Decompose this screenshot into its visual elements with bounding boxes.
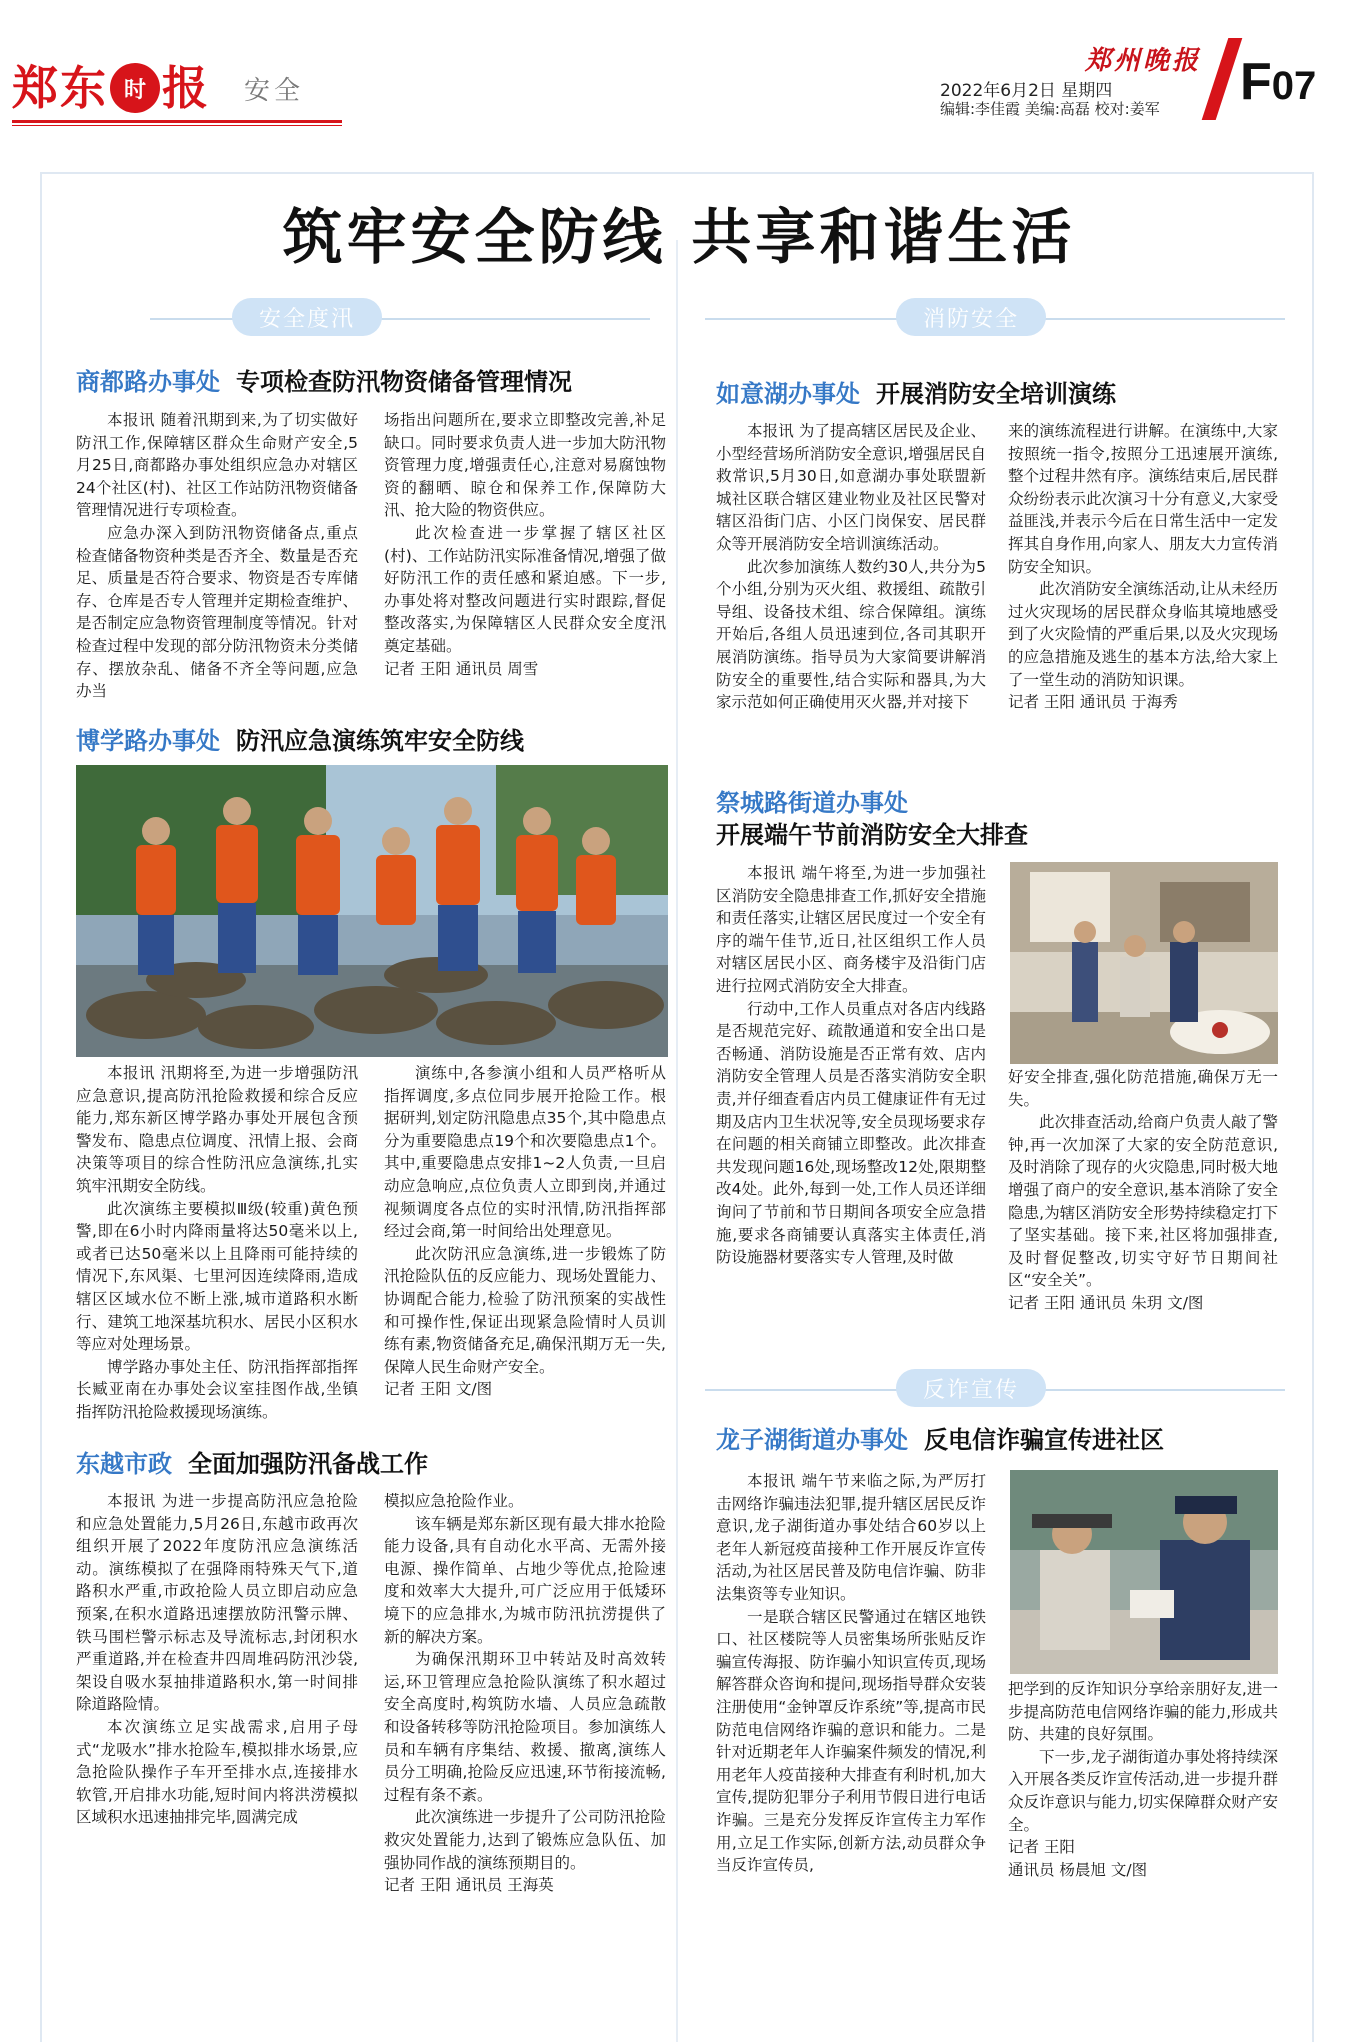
- page-number: [1240, 52, 1316, 112]
- paragraph: 行动中,工作人员重点对各店内线路是否规范完好、疏散通道和安全出口是否畅通、消防设施是否正常有效、店内消防安全管理人员是否落实消防安全职责,并仔细查看店内员工健康证件有无过期及店内卫生状况等,安全员现场要求存在问题的相关商铺立即整改。此次排查共发现问题16处,现场整改12处,限期整改4处。此外,每到一处,工作人员还详细询问了节前和节日期间各项安全应急措施,要求各商铺要认真落实主体责任,消防设施器材要落实专人管理,及时做: [716, 999, 986, 1267]
- paragraph: 本报讯 端午将至,为进一步加强社区消防安全隐患排查工作,抓好安全措施和责任落实,让辖区居民度过一个安全有序的端午佳节,近日,社区组织工作人员对辖区居民小区、商务楼宇及沿街门店进行拉网式消防安全大排查。: [716, 864, 986, 995]
- flood-drill-photo: [76, 765, 668, 1057]
- article-body-ruyihu-col1: [716, 420, 986, 714]
- issue-date: 2022年6月2日 星期四: [940, 81, 1113, 101]
- frame-top-border: [40, 172, 1314, 174]
- byline: 记者 王阳 文/图: [384, 1380, 493, 1399]
- paragraph: 本次演练立足实战需求,启用子母式“龙吸水”排水抢险车,模拟排水场景,应急抢险队操作子车开至排水点,连接排水软管,开启排水功能,短时间内将洪涝模拟区域积水迅速抽排完毕,圆满完成: [76, 1717, 358, 1827]
- page-digits: 07: [1271, 64, 1317, 108]
- paragraph: 把学到的反诈知识分享给亲朋好友,进一步提高防范电信网络诈骗的能力,形成共防、共建的良好氛围。: [1008, 1680, 1278, 1744]
- article-body-ruyihu-col2: [1008, 420, 1278, 714]
- article-heading-boxuelu: [76, 725, 524, 757]
- article-title: 反电信诈骗宣传进社区: [924, 1426, 1164, 1454]
- article-org: 东越市政: [76, 1450, 172, 1478]
- byline: 记者 王阳: [1008, 1838, 1075, 1857]
- paragraph: 此次排查活动,给商户负责人敲了警钟,再一次加深了大家的安全防范意识,及时消除了现存的火灾隐患,同时极大地增强了商户的安全意识,基本消除了安全隐患,为辖区消防安全形势持续稳定打下了坚实基础。接下来,社区将加强排查,及时督促整改,切实守好节日期间社区“安全关”。: [1008, 1113, 1278, 1290]
- anti-fraud-photo: [1010, 1470, 1278, 1674]
- byline: 记者 王阳 通讯员 王海英: [384, 1876, 554, 1895]
- flood-drill-photo-image: [76, 765, 668, 1057]
- article-heading-shangdu: [76, 366, 572, 398]
- anti-fraud-photo-image: [1010, 1470, 1278, 1674]
- article-title: 防汛应急演练筑牢安全防线: [236, 727, 524, 755]
- article-body-shangdu-col2: [384, 409, 666, 680]
- paragraph: 场指出问题所在,要求立即整改完善,补足缺口。同时要求负责人进一步加大防汛物资管理力度,增强责任心,注意对易腐蚀物资的翻晒、晾仓和保养工作,保障防大汛、抢大险的物资供应。: [384, 411, 666, 520]
- paragraph: 此次防汛应急演练,进一步锻炼了防汛抢险队伍的反应能力、现场处置能力、协调配合能力,检验了防汛预案的实战性和可操作性,保证出现紧急险情时人员训练有素,物资储备充足,确保汛期万无一失,保障人民生命财产安全。: [384, 1244, 666, 1376]
- article-body-longzihu-col1: [716, 1470, 986, 1877]
- byline: 通讯员 杨晨旭 文/图: [1008, 1860, 1148, 1879]
- paragraph: 此次消防安全演练活动,让从未经历过火灾现场的居民群众身临其境地感受到了火灾险情的严重后果,以及火灾现场的应急措施及逃生的基本方法,给大家上了一堂生动的消防知识课。: [1008, 580, 1278, 689]
- article-body-dongyue-col2: [384, 1490, 666, 1897]
- brand-name-part2: 报: [162, 61, 208, 115]
- article-heading-ruyihu: [716, 378, 1116, 410]
- page-letter: F: [1240, 53, 1272, 111]
- article-org: 龙子湖街道办事处: [716, 1426, 908, 1454]
- page-slash-mark: [1202, 38, 1243, 120]
- paragraph: 此次检查进一步掌握了辖区社区(村)、工作站防汛实际准备情况,增强了做好防汛工作的责任感和紧迫感。下一步,办事处将对整改问题进行实时跟踪,督促整改落实,为保障辖区人民群众安全度汛奠定基础。: [384, 523, 666, 655]
- column-divider: [676, 240, 678, 2042]
- paragraph: 演练中,各参演小组和人员严格听从指挥调度,多点位同步展开抢险工作。根据研判,划定防汛隐患点35个,其中隐患点分为重要隐患点19个和次要隐患点1个。其中,重要隐患点安排1~2人负责,一旦启动应急响应,点位负责人立即到岗,并通过视频调度各点位的实时汛情,防汛指挥部经过会商,第一时间给出处理意见。: [384, 1064, 666, 1241]
- fire-inspection-photo: [1010, 862, 1278, 1064]
- page-headline: 筑牢安全防线 共享和谐生活: [282, 203, 1076, 273]
- paragraph: 此次演练主要模拟Ⅲ级(较重)黄色预警,即在6小时内降雨量将达50毫米以上,或者已达50毫米以上且降雨可能持续的情况下,东风渠、七里河因连续降雨,造成辖区区域水位不断上涨,城市道路积水断行、建筑工地深基坑积水、居民小区积水等应对处理场景。: [76, 1199, 358, 1354]
- article-heading-dongyue: [76, 1448, 428, 1480]
- newspaper-logo: 郑州晚报: [1085, 46, 1202, 76]
- article-org-jicheng: 祭城路街道办事处: [716, 789, 908, 817]
- paragraph: 下一步,龙子湖街道办事处将持续深入开展各类反诈宣传活动,进一步提升群众反诈意识与能力,切实保障群众财产安全。: [1008, 1747, 1278, 1834]
- article-org: 商都路办事处: [76, 368, 220, 396]
- byline: 记者 王阳 通讯员 朱玥 文/图: [1008, 1293, 1204, 1312]
- brand-underline: [12, 120, 342, 123]
- frame-right-border: [1312, 172, 1314, 2042]
- section-pill-fraud: 反诈宣传: [896, 1369, 1046, 1407]
- article-body-shangdu-col1: [76, 409, 358, 703]
- brand-name-part1: 郑东: [12, 61, 108, 115]
- paragraph: 应急办深入到防汛物资储备点,重点检查储备物资种类是否齐全、数量是否充足、质量是否符合要求、物资是否专库储存、仓库是否专人管理并定期检查维护、是否制定应急物资管理制度等情况。针对检查过程中发现的部分防汛物资未分类储存、摆放杂乱、储备不齐全等问题,应急办当: [76, 523, 358, 701]
- paragraph: 一是联合辖区民警通过在辖区地铁口、社区楼院等人员密集场所张贴反诈骗宣传海报、防诈骗小知识宣传页,现场解答群众咨询和提问,现场指导群众安装注册使用“金钟罩反诈系统”等,提高市民防范电信网络诈骗的意识和能力。二是针对近期老年人诈骗案件频发的情况,利用老年人疫苗接种大排查有利时机,加大宣传,提防犯罪分子利用节假日进行电话诈骗。三是充分发挥反诈宣传主力军作用,立足工作实际,创新方法,动员群众争当反诈宣传员,: [716, 1607, 986, 1875]
- section-pill-flood: 安全度汛: [232, 298, 382, 336]
- paragraph: 此次参加演练人数约30人,共分为5个小组,分别为灭火组、救援组、疏散引导组、设备技术组、综合保障组。演练开始后,各组人员迅速到位,各司其职开展消防演练。指导员为大家简要讲解消防安全的重要性,结合实际和器具,为大家示范如何正确使用灭火器,并对接下: [716, 557, 986, 712]
- brand-underline-thin: [12, 125, 342, 126]
- paragraph: 模拟应急抢险作业。: [384, 1492, 524, 1510]
- section-pill-fire: 消防安全: [896, 298, 1046, 336]
- paragraph: 来的演练流程进行讲解。在演练中,大家按照统一指令,按照分工迅速展开演练,整个过程井然有序。演练结束后,居民群众纷纷表示此次演习十分有意义,大家受益匪浅,并表示今后在日常生活中一定发挥其自身作用,向家人、朋友大力宣传消防安全知识。: [1008, 422, 1278, 576]
- section-name: 安全: [244, 75, 305, 106]
- brand-badge: 时: [110, 63, 160, 113]
- article-title: 开展消防安全培训演练: [876, 380, 1116, 408]
- article-title: 专项检查防汛物资储备管理情况: [236, 368, 572, 396]
- article-body-boxuelu-col2: [384, 1062, 666, 1401]
- article-org: 博学路办事处: [76, 727, 220, 755]
- article-body-jicheng-col1: [716, 862, 986, 1269]
- article-body-longzihu-col2: [1008, 1678, 1278, 1881]
- article-body-jicheng-col2: [1008, 1066, 1278, 1315]
- article-body-boxuelu-col1: [76, 1062, 358, 1424]
- section-rule-flood: [150, 318, 650, 320]
- paragraph: 该车辆是郑东新区现有最大排水抢险能力设备,具有自动化水平高、无需外接电源、操作简单、占地少等优点,抢险速度和效率大大提升,可广泛应用于低矮环境下的应急排水,为城市防汛抗涝提供了新的解决方案。: [384, 1514, 666, 1646]
- editor-credits: 编辑:李佳霞 美编:高磊 校对:姜军: [940, 100, 1160, 118]
- paragraph: 好安全排查,强化防范措施,确保万无一失。: [1008, 1068, 1278, 1109]
- paragraph: 本报讯 为了提高辖区居民及企业、小型经营场所消防安全意识,增强居民自救常识,5月30日,如意湖办事处联盟新城社区联合辖区建业物业及社区民警对辖区沿街门店、小区门岗保安、居民群众等开展消防安全培训演练活动。: [716, 422, 986, 553]
- article-title-jicheng: 开展端午节前消防安全大排查: [716, 821, 1028, 849]
- fire-inspection-photo-image: [1010, 862, 1278, 1064]
- byline: 记者 王阳 通讯员 周雪: [384, 659, 539, 678]
- frame-left-border: [40, 172, 42, 2042]
- byline: 记者 王阳 通讯员 于海秀: [1008, 693, 1178, 712]
- paragraph: 本报讯 为进一步提高防汛应急抢险和应急处置能力,5月26日,东越市政再次组织开展了2022年度防汛应急演练活动。演练模拟了在强降雨特殊天气下,道路积水严重,市政抢险人员立即启动应急预案,在积水道路迅速摆放防汛警示牌、铁马围栏警示标志及导流标志,封闭积水严重道路,并在检查井四周堆码防汛沙袋,架设自吸水泵抽排道路积水,第一时间排除道路险情。: [76, 1492, 358, 1714]
- paragraph: 博学路办事处主任、防汛指挥部指挥长臧亚南在办事处会议室挂图作战,坐镇指挥防汛抢险救援现场演练。: [76, 1357, 358, 1421]
- article-org: 如意湖办事处: [716, 380, 860, 408]
- paragraph: 本报讯 汛期将至,为进一步增强防汛应急意识,提高防汛抢险救援和综合反应能力,郑东新区博学路办事处开展包含预警发布、隐患点位调度、汛情上报、会商决策等项目的综合性防汛应急演练,扎实筑牢汛期安全防线。: [76, 1064, 358, 1195]
- article-title: 全面加强防汛备战工作: [188, 1450, 428, 1478]
- article-heading-longzihu: [716, 1424, 1164, 1456]
- section-brand: [12, 58, 304, 118]
- article-body-dongyue-col1: [76, 1490, 358, 1829]
- paragraph: 为确保汛期环卫中转站及时高效转运,环卫管理应急抢险队演练了积水超过安全高度时,构筑防水墙、人员应急疏散和设备转移等防汛抢险项目。参加演练人员和车辆有序集结、救援、撤离,演练人员分工明确,抢险反应迅速,环节衔接流畅,过程有条不紊。: [384, 1650, 666, 1804]
- paragraph: 本报讯 端午节来临之际,为严厉打击网络诈骗违法犯罪,提升辖区居民反诈意识,龙子湖街道办事处结合60岁以上老年人新冠疫苗接种工作开展反诈宣传活动,为社区居民普及防电信诈骗、防非法集资等专业知识。: [716, 1472, 986, 1603]
- paragraph: 此次演练进一步提升了公司防汛抢险救灾处置能力,达到了锻炼应急队伍、加强协同作战的演练预期目的。: [384, 1808, 666, 1872]
- paragraph: 本报讯 随着汛期到来,为了切实做好防汛工作,保障辖区群众生命财产安全,5月25日,商都路办事处组织应急办对辖区24个社区(村)、社区工作站防汛物资储备管理情况进行专项检查。: [76, 411, 358, 520]
